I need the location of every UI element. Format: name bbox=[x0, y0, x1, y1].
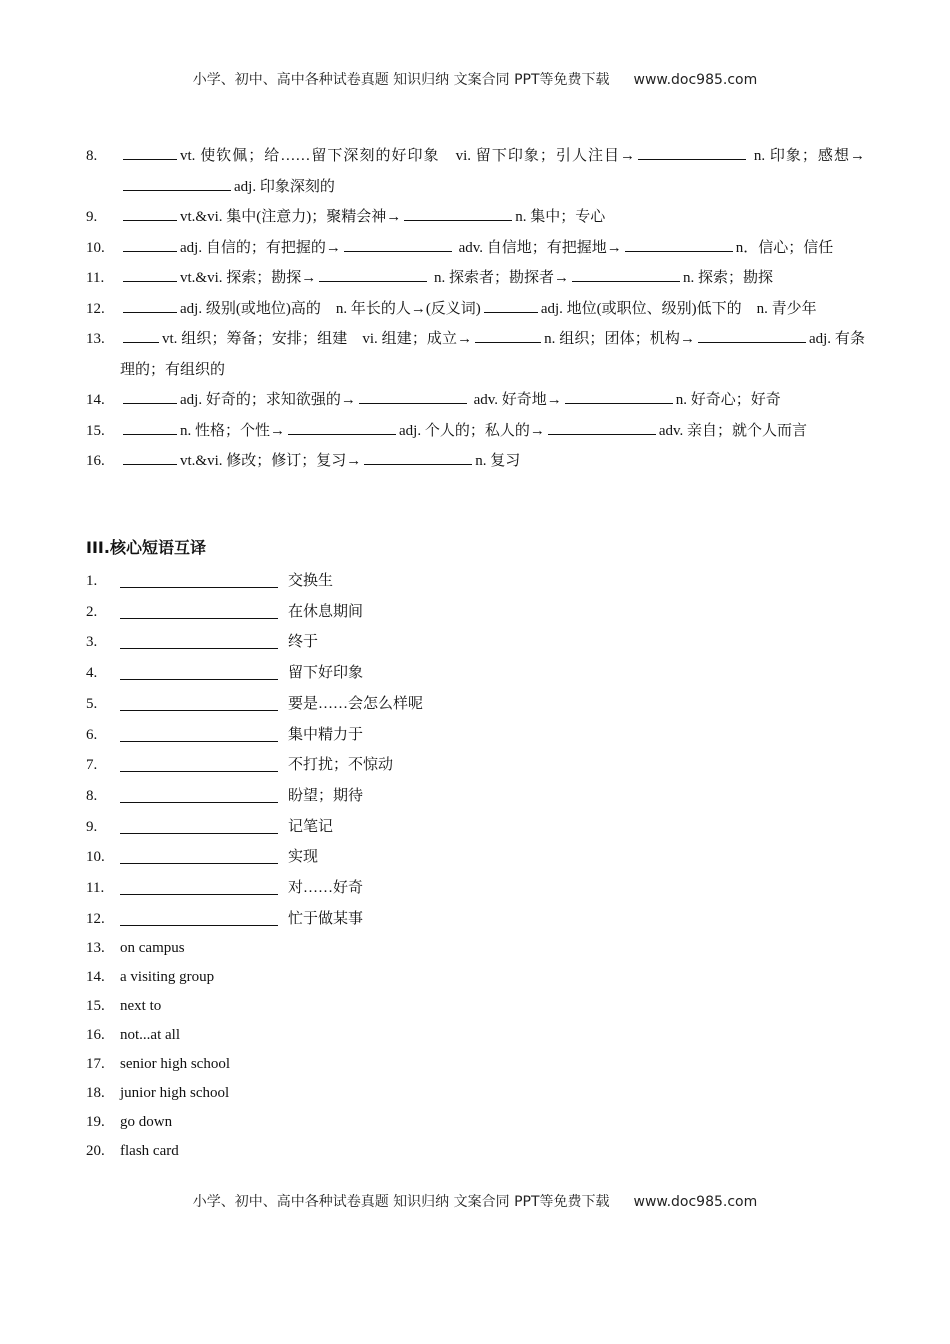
item-number: 11. bbox=[86, 270, 105, 286]
phrase-item bbox=[86, 1108, 865, 1137]
phrase-item bbox=[86, 1079, 865, 1108]
item-text-segment: adj. 个人的；私人的→ bbox=[399, 422, 545, 439]
item-number: 16. bbox=[86, 453, 105, 469]
phrase-item bbox=[86, 658, 865, 689]
answer-blank bbox=[123, 389, 177, 404]
answer-blank bbox=[120, 689, 278, 711]
item-text-segment: adj. 印象深刻的 bbox=[234, 178, 335, 195]
phrase-item bbox=[86, 904, 865, 935]
phrase-item bbox=[86, 842, 865, 873]
item-number: 10. bbox=[86, 849, 105, 866]
item-text-segment: vt.&vi. 集中(注意力)；聚精会神→ bbox=[180, 209, 402, 225]
item-text-segment: adj. 自信的；有把握的→ bbox=[180, 239, 341, 256]
phrase-item bbox=[86, 1021, 865, 1050]
item-number: 17. bbox=[86, 1056, 105, 1073]
phrase-text: flash card bbox=[120, 1143, 179, 1160]
page-header bbox=[0, 69, 950, 89]
item-text-segment: adj. 地位(或职位、级别)低下的 n. 青少年 bbox=[540, 300, 817, 317]
answer-blank bbox=[123, 298, 177, 313]
item-text-segment: n. 复习 bbox=[475, 453, 521, 469]
vocab-item bbox=[86, 202, 865, 233]
phrase-text: junior high school bbox=[120, 1085, 230, 1102]
footer-text: 小学、初中、高中各种试卷真题 知识归纳 文案合同 PPT等免费下载 bbox=[192, 1194, 610, 1210]
item-number: 16. bbox=[86, 1027, 105, 1044]
item-text-segment: n. 集中；专心 bbox=[515, 209, 606, 225]
item-number: 11. bbox=[86, 880, 105, 897]
answer-blank bbox=[120, 873, 278, 895]
item-text bbox=[120, 446, 865, 477]
phrase-text: 实现 bbox=[288, 849, 319, 866]
item-text bbox=[120, 141, 865, 202]
answer-blank bbox=[120, 812, 278, 834]
item-number: 3. bbox=[86, 634, 98, 651]
answer-blank bbox=[548, 420, 656, 435]
answer-blank bbox=[288, 420, 396, 435]
phrase-text: 不打扰；不惊动 bbox=[288, 757, 394, 774]
answer-blank bbox=[123, 206, 177, 221]
item-text bbox=[120, 416, 865, 447]
footer-site: www.doc985.com bbox=[633, 1194, 758, 1210]
answer-blank bbox=[572, 267, 680, 282]
phrase-text: 要是……会怎么样呢 bbox=[288, 695, 424, 712]
item-text-segment: n. 探索者；勘探者→ bbox=[430, 270, 570, 286]
phrase-item bbox=[86, 566, 865, 597]
phrase-item bbox=[86, 627, 865, 658]
item-text-segment: n. 探索；勘探 bbox=[683, 270, 774, 286]
phrase-item bbox=[86, 963, 865, 992]
item-number: 8. bbox=[86, 148, 98, 164]
header-text: 小学、初中、高中各种试卷真题 知识归纳 文案合同 PPT等免费下载 bbox=[192, 72, 610, 88]
item-number: 15. bbox=[86, 422, 105, 439]
item-number: 18. bbox=[86, 1085, 105, 1102]
phrase-item bbox=[86, 689, 865, 720]
phrase-item bbox=[86, 720, 865, 751]
item-number: 6. bbox=[86, 726, 98, 743]
answer-blank bbox=[364, 450, 472, 465]
item-text bbox=[120, 202, 865, 233]
vocab-item bbox=[86, 324, 865, 385]
vocab-item bbox=[86, 416, 865, 447]
item-number: 12. bbox=[86, 910, 105, 927]
item-number: 12. bbox=[86, 300, 105, 317]
item-number: 20. bbox=[86, 1143, 105, 1160]
answer-blank bbox=[123, 145, 177, 160]
answer-blank bbox=[123, 267, 177, 282]
answer-blank bbox=[319, 267, 427, 282]
phrase-text: 终于 bbox=[288, 634, 319, 651]
answer-blank bbox=[120, 904, 278, 926]
item-text-segment: vt.&vi. 修改；修订；复习→ bbox=[180, 453, 362, 469]
item-number: 10. bbox=[86, 239, 105, 256]
item-text bbox=[120, 385, 865, 416]
item-number: 9. bbox=[86, 209, 98, 225]
vocabulary-list bbox=[86, 141, 865, 477]
item-text-segment: adv. 自信地；有把握地→ bbox=[454, 239, 622, 256]
answer-blank bbox=[638, 145, 746, 160]
header-site: www.doc985.com bbox=[633, 72, 758, 88]
phrase-text: next to bbox=[120, 998, 162, 1015]
item-text-segment: vt. 组织；筹备；安排；组建 vi. 组建；成立→ bbox=[162, 331, 473, 347]
phrase-text: 对……好奇 bbox=[288, 880, 364, 897]
item-number: 9. bbox=[86, 818, 98, 835]
item-text-segment: adj. 有条理的；有组织的 bbox=[120, 331, 865, 378]
vocab-item bbox=[86, 263, 865, 294]
answer-blank bbox=[404, 206, 512, 221]
vocab-item bbox=[86, 446, 865, 477]
answer-blank bbox=[484, 298, 538, 313]
item-number: 14. bbox=[86, 969, 105, 986]
phrase-text: not...at all bbox=[120, 1027, 180, 1044]
page-footer bbox=[0, 1191, 950, 1211]
item-number: 14. bbox=[86, 392, 105, 408]
vocab-item bbox=[86, 385, 865, 416]
item-number: 4. bbox=[86, 665, 98, 682]
answer-blank bbox=[120, 627, 278, 649]
item-text-segment: vt. 使钦佩；给……留下深刻的好印象 vi. 留下印象；引人注目→ bbox=[180, 148, 636, 164]
item-text-segment: n．信心；信任 bbox=[735, 239, 834, 256]
phrase-item bbox=[86, 597, 865, 628]
phrase-text: 记笔记 bbox=[288, 818, 334, 835]
answer-blank bbox=[344, 237, 452, 252]
item-text-segment: adv. 亲自；就个人而言 bbox=[658, 422, 808, 439]
answer-blank bbox=[698, 328, 806, 343]
phrase-item bbox=[86, 873, 865, 904]
section-title: III.核心短语互译 bbox=[86, 538, 206, 557]
vocab-item bbox=[86, 294, 865, 325]
phrase-item bbox=[86, 992, 865, 1021]
answer-blank bbox=[120, 566, 278, 588]
answer-blank bbox=[123, 237, 177, 252]
phrase-item bbox=[86, 1137, 865, 1166]
answer-blank bbox=[475, 328, 541, 343]
item-text bbox=[120, 233, 865, 264]
item-number: 8. bbox=[86, 787, 98, 804]
answer-blank bbox=[123, 420, 177, 435]
phrase-item bbox=[86, 750, 865, 781]
item-text bbox=[120, 263, 865, 294]
phrase-text: on campus bbox=[120, 940, 185, 957]
item-number: 7. bbox=[86, 757, 98, 774]
answer-blank bbox=[120, 842, 278, 864]
answer-blank bbox=[120, 720, 278, 742]
phrase-text: go down bbox=[120, 1114, 173, 1131]
item-text-segment: adv. 好奇地→ bbox=[469, 392, 562, 408]
answer-blank bbox=[120, 658, 278, 680]
answer-blank bbox=[120, 597, 278, 619]
item-number: 1. bbox=[86, 573, 98, 589]
answer-blank bbox=[359, 389, 467, 404]
item-number: 5. bbox=[86, 695, 98, 712]
phrase-text: 集中精力于 bbox=[288, 726, 364, 743]
item-text bbox=[120, 294, 865, 325]
phrase-item bbox=[86, 812, 865, 843]
vocab-item bbox=[86, 141, 865, 202]
item-number: 15. bbox=[86, 998, 105, 1015]
answer-blank bbox=[565, 389, 673, 404]
phrase-text: a visiting group bbox=[120, 969, 215, 986]
item-text-segment: vt.&vi. 探索；勘探→ bbox=[180, 270, 317, 286]
phrase-text: 交换生 bbox=[288, 573, 334, 589]
phrase-text: 在休息期间 bbox=[288, 603, 364, 620]
item-text-segment: adj. 级别(或地位)高的 n. 年长的人→(反义词) bbox=[180, 300, 481, 317]
answer-blank bbox=[123, 450, 177, 465]
answer-blank bbox=[120, 750, 278, 772]
item-text-segment: n. 组织；团体；机构→ bbox=[544, 331, 695, 347]
item-text-segment: n. 印象；感想→ bbox=[749, 148, 865, 164]
phrase-text: 盼望；期待 bbox=[288, 787, 364, 804]
answer-blank bbox=[123, 176, 231, 191]
phrase-text: 忙于做某事 bbox=[288, 910, 364, 927]
item-text bbox=[120, 324, 865, 385]
vocab-item bbox=[86, 233, 865, 264]
item-number: 2. bbox=[86, 603, 98, 620]
phrase-item bbox=[86, 1050, 865, 1079]
item-number: 19. bbox=[86, 1114, 105, 1131]
item-number: 13. bbox=[86, 940, 105, 957]
answer-blank bbox=[625, 237, 733, 252]
phrase-text: 留下好印象 bbox=[288, 665, 364, 682]
phrase-item bbox=[86, 781, 865, 812]
item-text-segment: adj. 好奇的；求知欲强的→ bbox=[180, 392, 356, 408]
phrase-item bbox=[86, 934, 865, 963]
answer-blank bbox=[123, 328, 159, 343]
item-text-segment: n. 性格；个性→ bbox=[180, 422, 286, 439]
phrase-text: senior high school bbox=[120, 1056, 230, 1073]
phrase-list bbox=[86, 566, 865, 1166]
item-number: 13. bbox=[86, 331, 105, 347]
item-text-segment: n. 好奇心；好奇 bbox=[675, 392, 781, 408]
answer-blank bbox=[120, 781, 278, 803]
